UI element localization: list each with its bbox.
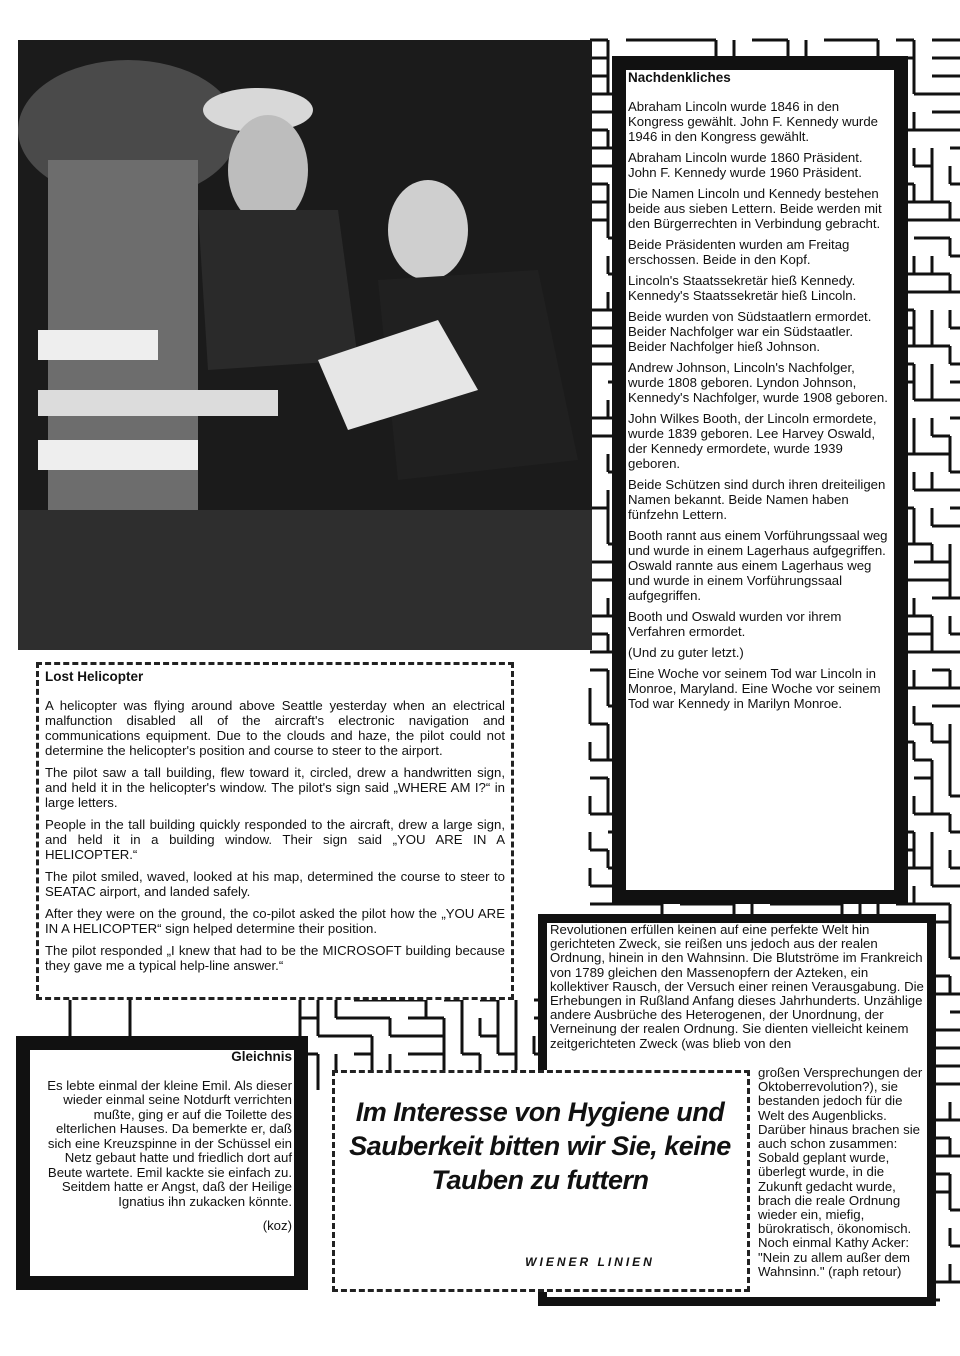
nachdenkliches-paragraph: Die Namen Lincoln und Kennedy bestehen beide aus sieben Lettern. Beide werden mit den Bürgerrechten in Verbindung gebracht. [628,186,882,231]
lost-helicopter-paragraph: A helicopter was flying around above Seattle yesterday when an electrical malfunction disabled all of the aircraft's electronic navigation and communications equipment. Due to the clouds and haze, the pilot could not determine the helicopter's position and course to steer to the airport. [45,698,505,758]
nachdenkliches-box [612,56,908,904]
nachdenkliches-paragraph: Abraham Lincoln wurde 1860 Präsident. John F. Kennedy wurde 1960 Präsident. [628,150,863,180]
lost-helicopter-paragraph: After they were on the ground, the co-pilot asked the pilot how the „YOU ARE IN A HELICOPTER“ sign helped determine their position. [45,906,505,936]
nachdenkliches-paragraph: Booth und Oswald wurden vor ihrem Verfahren ermordet. [628,609,842,639]
lost-helicopter-paragraph: People in the tall building quickly responded to the aircraft, drew a large sign, and held it in a building window. Their sign said „YOU ARE IN A HELICOPTER.“ [45,817,505,862]
nachdenkliches-paragraph: Booth rannt aus einem Vorführungssaal weg und wurde in einem Lagerhaus aufgegriffen. Oswald rannte aus einem Lagerhaus weg und wurde in einem Vorführungssaal aufgegriffen. [628,528,888,603]
revolutionen-text-top: Revolutionen erfüllen keinen auf eine perfekte Welt hin gerichteten Zweck, sie reißen uns jedoch aus der realen Ordnung, hinein in den Wahnsinn. Die Blutströme im Frankreich von 1789 gleichen den Massenopfern der Azteken, ein kollektiver Rausch, der Versuch einer reinen Verausgabung. Die Erhebungen in Rußland Anfang dieses Jahrhunderts. Unzählige andere Ausbrüche des Heterogenen, der Unordnung, der Verneinung der realen Ordnung. Sie dienten vielleicht keinem zeitgerichteten Zweck (was blieb von den [550,922,924,1051]
nachdenkliches-paragraph: Beide wurden von Südstaatlern ermordet. Beider Nachfolger war ein Südstaatler. Beider Nachfolger hieß Johnson. [628,309,872,354]
lost-helicopter-box [36,662,514,1000]
lost-helicopter-paragraph: The pilot smiled, waved, looked at his map, determined the course to steer to SEATAC airport, and landed safely. [45,869,505,899]
lost-helicopter-paragraph: The pilot responded „I knew that had to be the MICROSOFT building because they gave me a typical help-line answer.“ [45,943,505,973]
tauben-text: Im Interesse von Hygiene und Sauberkeit bitten wir Sie, keine Tauben zu futtern [349,1097,731,1195]
revolutionen-text-side: großen Versprechungen der Oktoberrevolution?), sie bestanden jedoch für die Welt des Augenblicks. Darüber hinaus brachen sie auch schon zusammen: Sobald geplant wurde, überlegt wurde, in die Zukunft gedacht wurde, brach die reale Ordnung wieder ein, miefig, bürokratisch, ökonomisch. Noch einmal Kathy Acker: "Nein zu allem außer dem Wahnsinn." (raph retour) [758,1065,923,1279]
wiener-linien-logo: WIENER LINIEN [525,1255,655,1269]
nachdenkliches-paragraph: Andrew Johnson, Lincoln's Nachfolger, wurde 1808 geboren. Lyndon Johnson, Kennedy's Nachfolger, wurde 1908 geboren. [628,360,888,405]
nachdenkliches-paragraph: Abraham Lincoln wurde 1846 in den Kongress gewählt. John F. Kennedy wurde 1946 in den Kongress gewählt. [628,99,878,144]
nachdenkliches-paragraph: Eine Woche vor seinem Tod war Lincoln in Monroe, Maryland. Eine Woche vor seinem Tod war Kennedy in Marilyn Monroe. [628,666,881,711]
nachdenkliches-paragraph: Beide Schützen sind durch ihren dreiteiligen Namen bekannt. Beide Namen haben fünfzehn Lettern. [628,477,886,522]
lost-helicopter-title: Lost Helicopter [45,669,144,684]
gleichnis-signature: (koz) [262,1218,292,1233]
nachdenkliches-paragraph: (Und zu guter letzt.) [628,645,744,660]
tauben-sign [332,1070,750,1292]
nachdenkliches-paragraph: John Wilkes Booth, der Lincoln ermordete, wurde 1839 geboren. Lee Harvey Oswald, der Kennedy ermordete, wurde 1939 geboren. [628,411,877,471]
gleichnis-text: Es lebte einmal der kleine Emil. Als dieser wieder einmal seine Notdurft verrichten mußte, ging er auf die Toilette des elterlichen Hauses. Da bemerkte er, daß sich eine Kreuzspinne in der Schüssel ein Netz gebaut hatte und friedlich dort auf Beute wartete. Emil kackte sie einfach zu. Seitdem hatte er Angst, daß der Heilige Ignatius ihn zukacken könnte. [47,1077,292,1209]
photo [18,40,592,650]
photo-icon [18,40,592,650]
nachdenkliches-title: Nachdenkliches [628,70,731,85]
lost-helicopter-paragraph: The pilot saw a tall building, flew toward it, circled, drew a handwritten sign, and held it in the helicopter's window. The pilot's sign said „WHERE AM I?“ in large letters. [45,765,505,810]
gleichnis-title: Gleichnis [231,1049,292,1064]
nachdenkliches-paragraph: Lincoln's Staatssekretär hieß Kennedy. Kennedy's Staatssekretär hieß Lincoln. [628,273,857,303]
nachdenkliches-paragraph: Beide Präsidenten wurden am Freitag erschossen. Beide in den Kopf. [628,237,850,267]
gleichnis-box [16,1036,308,1290]
